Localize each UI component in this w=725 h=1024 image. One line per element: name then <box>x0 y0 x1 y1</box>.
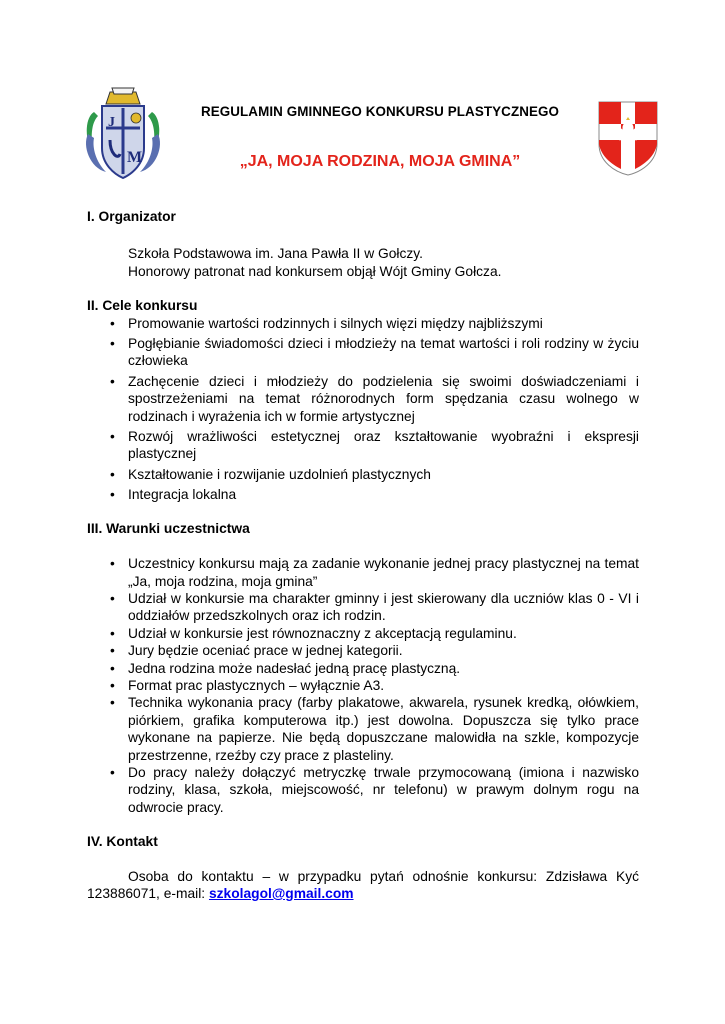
list-item: • Jedna rodzina może nadesłać jedną pracę plastyczną. <box>110 660 461 676</box>
section-goals <box>87 297 639 503</box>
list-item: • Format prac plastycznych – wyłącznie A3. <box>110 677 385 693</box>
contact-text: Osoba do kontaktu – w przypadku pytań odnośnie konkursu: Zdzisława Kyć 123886071, e-mail: szkolagol@gmail.com <box>87 868 639 901</box>
section-organizer <box>87 208 639 280</box>
goals-list <box>87 315 639 504</box>
bullet-icon: • <box>110 466 115 482</box>
bullet-icon: • <box>110 764 115 780</box>
document-title: REGULAMIN GMINNEGO KONKURSU PLASTYCZNEGO <box>200 104 560 119</box>
bullet-icon: • <box>110 695 115 711</box>
municipality-coat-of-arms-icon <box>597 100 659 176</box>
bullet-icon: • <box>110 487 115 503</box>
contest-title: „JA, MOJA RODZINA, MOJA GMINA” <box>239 153 521 170</box>
school-crest-icon <box>80 84 166 180</box>
list-item: • Do pracy należy dołączyć metryczkę trwale przymocowaną (imiona i nazwisko rodziny, klasa, szkoła, miejscowość, nr telefonu) w prawym dolnym rogu na odwrocie pracy. <box>110 764 639 815</box>
document-body <box>87 208 639 902</box>
bullet-icon: • <box>110 336 115 352</box>
organizer-line: Honorowy patronat nad konkursem objął Wójt Gminy Gołcza. <box>128 263 502 279</box>
bullet-icon: • <box>110 429 115 445</box>
list-item: • Pogłębianie świadomości dzieci i młodzieży na temat wartości i roli rodziny w życiu człowieka <box>110 336 639 369</box>
list-item: • Technika wykonania pracy (farby plakatowe, akwarela, rysunek kredką, ołówkiem, piórkiem, grafika komputerowa itp.) jest dowolna. Dopuszcza się tylko prace wykonane na papierze. Nie będą dopuszczane malowidła na szkle, kompozycje przestrzenne, rzeźby czy prace z plasteliny. <box>110 695 639 763</box>
section-conditions <box>87 520 639 817</box>
conditions-list <box>87 555 639 816</box>
list-item: • Rozwój wrażliwości estetycznej oraz kształtowanie wyobraźni i ekspresji plastycznej <box>110 429 639 462</box>
list-item: • Integracja lokalna <box>110 487 237 503</box>
organizer-text <box>128 245 639 280</box>
bullet-icon: • <box>110 556 115 572</box>
list-item: • Udział w konkursie jest równoznaczny z akceptacją regulaminu. <box>110 625 517 641</box>
list-item: • Jury będzie oceniać prace w jednej kategorii. <box>110 643 403 659</box>
section-heading: I. Organizator <box>87 209 176 224</box>
section-heading: III. Warunki uczestnictwa <box>87 520 250 536</box>
section-heading: IV. Kontakt <box>87 834 158 850</box>
bullet-icon: • <box>110 677 115 693</box>
bullet-icon: • <box>110 643 115 659</box>
bullet-icon: • <box>110 660 115 676</box>
email-link[interactable]: szkolagol@gmail.com <box>208 886 354 901</box>
bullet-icon: • <box>110 590 115 606</box>
list-item: • Uczestnicy konkursu mają za zadanie wykonanie jednej pracy plastycznej na temat „Ja, moja rodzina, moja gmina” <box>110 556 639 589</box>
organizer-line: Szkoła Podstawowa im. Jana Pawła II w Gołczy. <box>128 246 423 262</box>
bullet-icon: • <box>110 315 115 331</box>
svg-text:M: M <box>127 149 143 166</box>
section-contact <box>87 833 639 902</box>
section-heading: II. Cele konkursu <box>87 298 198 314</box>
list-item: • Udział w konkursie ma charakter gminny i jest skierowany dla uczniów klas 0 - VI i oddziałów przedszkolnych oraz ich rodzin. <box>110 590 639 624</box>
list-item: • Kształtowanie i rozwijanie uzdolnień plastycznych <box>110 466 431 482</box>
bullet-icon: • <box>110 625 115 641</box>
list-item: • Promowanie wartości rodzinnych i silnych więzi między najbliższymi <box>110 315 543 331</box>
bullet-icon: • <box>110 373 115 389</box>
svg-text:J: J <box>108 115 115 130</box>
list-item: • Zachęcenie dzieci i młodzieży do podzielenia się swoimi doświadczeniami i spostrzeżeniami na temat różnorodnych form spędzania czasu wolnego w rodzinach i wyrażenia ich w formie artystycznej <box>110 373 639 424</box>
